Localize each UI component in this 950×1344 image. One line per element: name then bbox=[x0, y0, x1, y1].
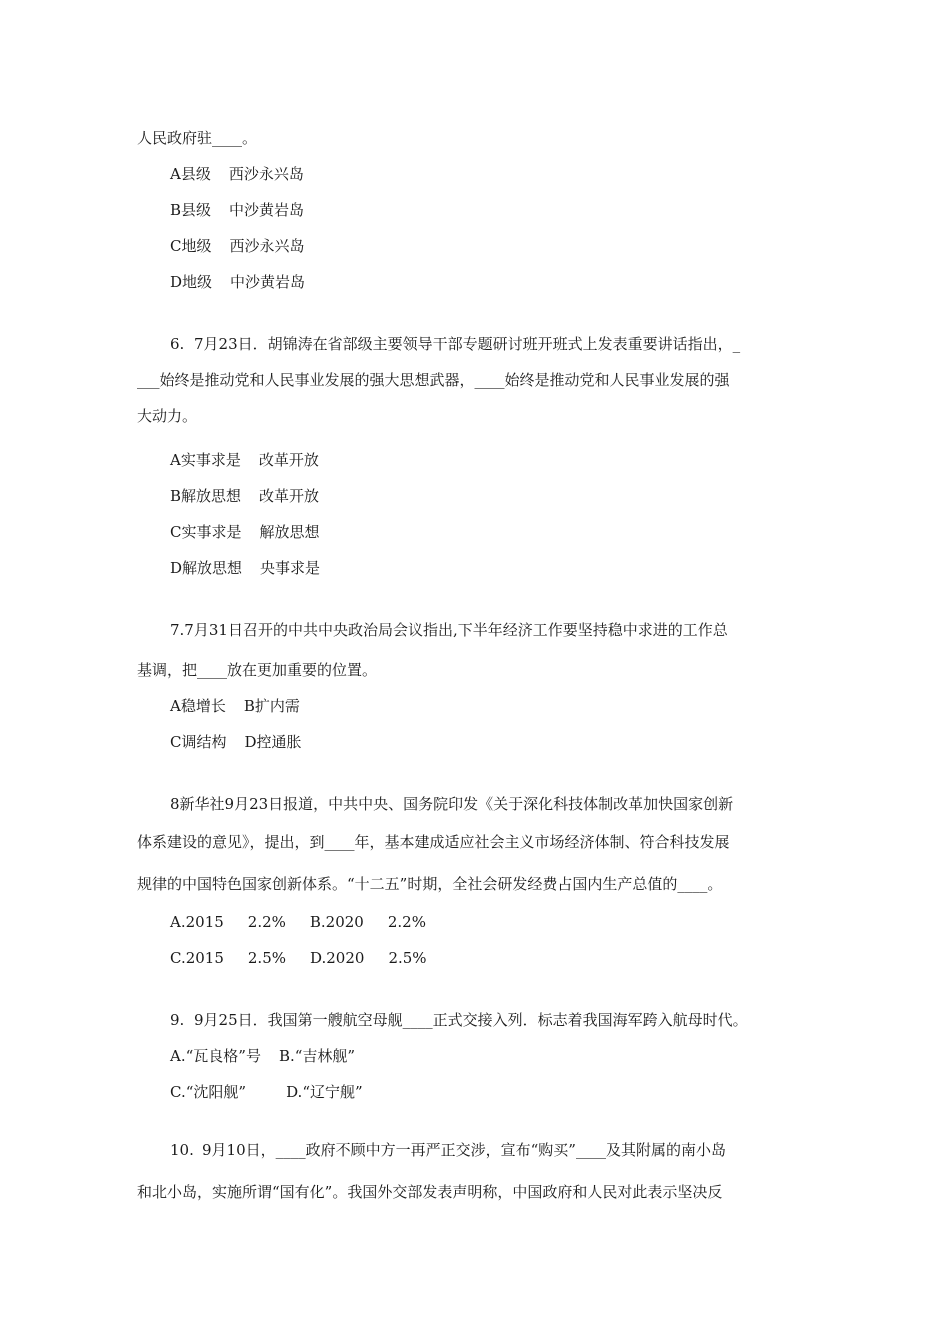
q6-line-2: ___始终是推动党和人民事业发展的强大思想武器，____始终是推动党和人民事业发展的强 bbox=[137, 371, 730, 389]
q7-line-2: 基调，把____放在更加重要的位置。 bbox=[137, 661, 378, 679]
q6-line-3: 大动力。 bbox=[137, 407, 198, 425]
q6-option-d: D解放思想 央事求是 bbox=[170, 559, 321, 577]
q6-line-1: 6. 7月23日．胡锦涛在省部级主要领导干部专题研讨班开班式上发表重要讲话指出，_ bbox=[170, 335, 741, 353]
q7-line-1: 7.7月31日召开的中共中央政治局会议指出,下半年经济工作要坚持稳中求进的工作总 bbox=[170, 621, 728, 639]
q9-options-row-2: C.“沈阳舰” D.“辽宁舰” bbox=[170, 1083, 363, 1101]
q9-line-1: 9. 9月25日．我国第一艘航空母舰____正式交接入列．标志着我国海军跨入航母时代。 bbox=[170, 1011, 748, 1029]
q5-option-c: C地级 西沙永兴岛 bbox=[170, 237, 305, 255]
q8-options-row-1: A.2015 2.2% B.2020 2.2% bbox=[170, 913, 426, 931]
q8-line-2: 体系建设的意见》，提出，到____年，基本建成适应社会主义市场经济体制、符合科技发展 bbox=[137, 833, 730, 851]
q7-options-row-2: C调结构 D控通胀 bbox=[170, 733, 302, 751]
q5-tail: 人民政府驻____。 bbox=[137, 129, 258, 147]
q5-option-a: A县级 西沙永兴岛 bbox=[170, 165, 304, 183]
q8-options-row-2: C.2015 2.5% D.2020 2.5% bbox=[170, 949, 427, 967]
q10-line-2: 和北小岛，实施所谓“国有化”。我国外交部发表声明称，中国政府和人民对此表示坚决反 bbox=[137, 1183, 723, 1201]
q5-option-d: D地级 中沙黄岩岛 bbox=[170, 273, 306, 291]
q5-option-b: B县级 中沙黄岩岛 bbox=[170, 201, 305, 219]
q6-option-a: A实事求是 改革开放 bbox=[170, 451, 319, 469]
q10-line-1: 10. 9月10日，____政府不顾中方一再严正交涉，宣布“购买”____及其附属的南小岛 bbox=[170, 1141, 726, 1159]
q6-option-c: C实事求是 解放思想 bbox=[170, 523, 320, 541]
q9-options-row-1: A.“瓦良格”号 B.“吉林舰” bbox=[170, 1047, 356, 1065]
q8-line-3: 规律的中国特色国家创新体系。“十二五”时期，全社会研发经费占国内生产总值的____。 bbox=[137, 875, 723, 893]
q7-options-row-1: A稳增长 B扩内需 bbox=[170, 697, 300, 715]
q8-line-1: 8新华社9月23日报道，中共中央、国务院印发《关于深化科技体制改革加快国家创新 bbox=[170, 795, 734, 813]
q6-option-b: B解放思想 改革开放 bbox=[170, 487, 320, 505]
